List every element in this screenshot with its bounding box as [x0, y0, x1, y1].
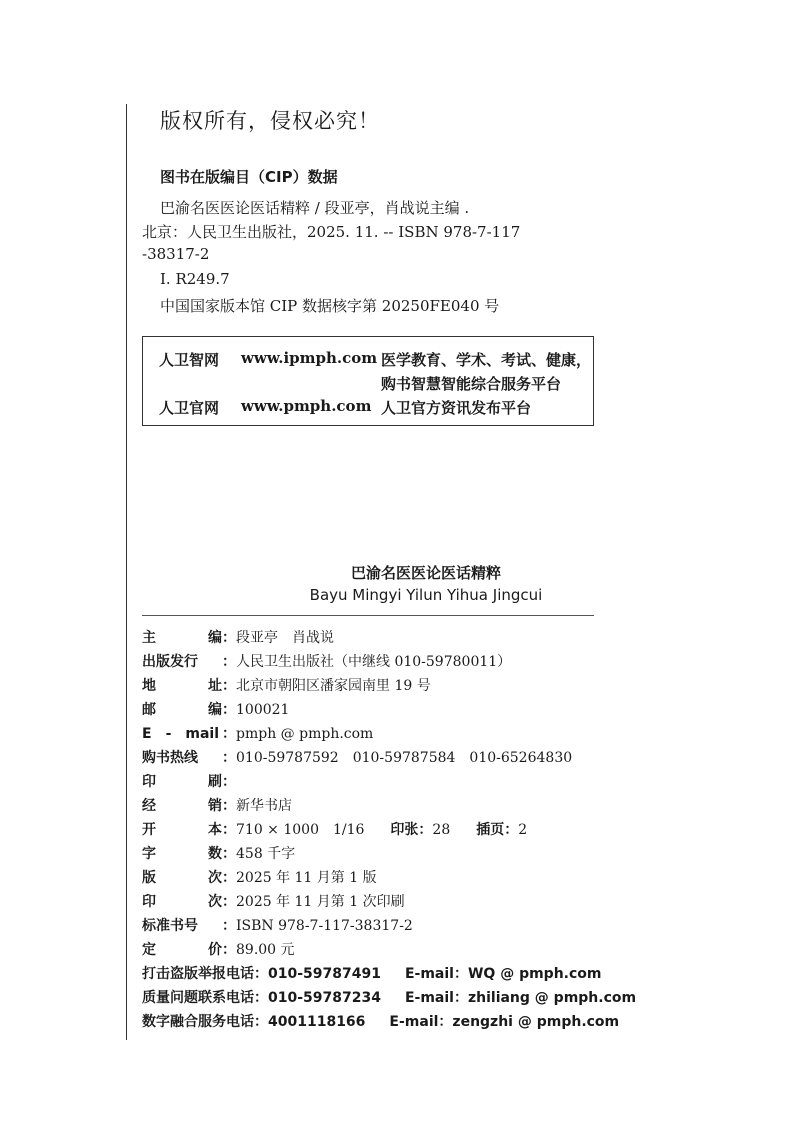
cip-title: 图书在版编目（CIP）数据 — [160, 168, 338, 186]
info-row-printing: 印 次 ： 2025 年 11 月第 1 次印刷 — [142, 890, 602, 914]
info-row-hotline: 购书热线 ： 010-59787592 010-59787584 010-65264830 — [142, 746, 602, 770]
contact-row-digital — [142, 1010, 620, 1034]
words-value: 458 千字 — [236, 846, 296, 862]
quality-phone: 010-59787234 — [268, 990, 381, 1006]
info-row-publisher: 出版发行 ： 人民卫生出版社（中继线 010-59780011） — [142, 650, 602, 674]
site-url-ipmph[interactable]: www.ipmph.com — [241, 349, 378, 367]
publisher-label: 出版发行 — [142, 654, 198, 670]
email-value[interactable]: pmph @ pmph.com — [236, 726, 374, 742]
edition-value: 2025 年 11 月第 1 版 — [236, 870, 377, 886]
info-row-address: 地 址 ： 北京市朝阳区潘家园南里 19 号 — [142, 674, 602, 698]
digital-phone: 4001118166 — [268, 1014, 366, 1030]
postcode-label: 邮 编 — [142, 702, 222, 718]
cip-line-4: Ⅰ. R249.7 — [160, 270, 230, 288]
info-row-isbn: 标准书号 ： ISBN 978-7-117-38317-2 — [142, 914, 602, 938]
piracy-email[interactable]: E-mail：WQ @ pmph.com — [404, 966, 602, 982]
quality-label: 质量问题联系电话： — [142, 990, 268, 1006]
plates-value: 2 — [518, 822, 528, 838]
contact-row-piracy — [142, 962, 602, 986]
info-row-distributor: 经 销 ： 新华书店 — [142, 794, 602, 818]
site-url-pmph[interactable]: www.pmph.com — [241, 397, 372, 415]
site-desc-ipmph-2: 购书智慧智能综合服务平台 — [381, 375, 562, 393]
info-row-words: 字 数 ： 458 千字 — [142, 842, 602, 866]
digital-label: 数字融合服务电话： — [142, 1014, 268, 1030]
isbn-value: ISBN 978-7-117-38317-2 — [236, 918, 413, 934]
printing-label: 印 次 — [142, 894, 222, 910]
cip-line-2: 北京：人民卫生出版社，2025. 11. -- ISBN 978-7-117 — [142, 223, 521, 241]
format-label: 开 本 — [142, 822, 222, 838]
price-value: 89.00 元 — [236, 942, 295, 958]
editor-label: 主 编 — [142, 630, 222, 646]
words-label: 字 数 — [142, 846, 222, 862]
distributor-label: 经 销 — [142, 798, 222, 814]
info-row-price: 定 价 ： 89.00 元 — [142, 938, 602, 962]
publisher-value: 人民卫生出版社（中继线 010-59780011） — [236, 654, 512, 670]
printing-value: 2025 年 11 月第 1 次印刷 — [236, 894, 405, 910]
editor-value: 段亚亭 肖战说 — [236, 630, 334, 646]
plates-label: 插页 — [476, 822, 505, 838]
publication-info — [142, 626, 637, 1034]
sheets-value: 28 — [432, 822, 451, 838]
site-name-pmph: 人卫官网 — [159, 399, 220, 417]
email-label: E - mail — [142, 726, 220, 742]
distributor-value: 新华书店 — [236, 798, 292, 814]
quality-email[interactable]: E-mail：zhiliang @ pmph.com — [404, 990, 637, 1006]
cip-line-3: -38317-2 — [142, 245, 210, 263]
copyright-notice: 版权所有，侵权必究！ — [160, 109, 380, 133]
info-row-postcode: 邮 编 ： 100021 — [142, 698, 602, 722]
print-label: 印 刷 — [142, 774, 222, 790]
book-title-en: Bayu Mingyi Yilun Yihua Jingcui — [309, 586, 543, 604]
format-value: 710 × 1000 1/16 — [236, 822, 365, 838]
address-label: 地 址 — [142, 678, 222, 694]
info-row-print: 印 刷 ： — [142, 770, 602, 794]
info-row-editor: 主 编 ： 段亚亭 肖战说 — [142, 626, 602, 650]
edition-label: 版 次 — [142, 870, 222, 886]
digital-email[interactable]: E-mail：zengzhi @ pmph.com — [389, 1014, 620, 1030]
cip-line-1: 巴渝名医医论医话精粹 / 段亚亭，肖战说主编 . — [160, 199, 470, 217]
info-row-edition: 版 次 ： 2025 年 11 月第 1 版 — [142, 866, 602, 890]
cip-line-5: 中国国家版本馆 CIP 数据核字第 20250FE040 号 — [160, 297, 500, 315]
website-box — [142, 336, 594, 426]
site-name-ipmph: 人卫智网 — [159, 351, 220, 369]
sheets-label: 印张 — [390, 822, 419, 838]
info-row-email: E - mail ： pmph @ pmph.com — [142, 722, 602, 746]
site-desc-pmph: 人卫官方资讯发布平台 — [381, 399, 532, 417]
address-value: 北京市朝阳区潘家园南里 19 号 — [236, 678, 431, 694]
piracy-phone: 010-59787491 — [268, 966, 381, 982]
book-title-zh: 巴渝名医医论医话精粹 — [350, 564, 501, 582]
info-row-format: 开 本 ： 710 × 1000 1/16 印张 ： 28 插页 ： 2 — [142, 818, 602, 842]
contact-row-quality — [142, 986, 637, 1010]
postcode-value: 100021 — [236, 702, 290, 718]
isbn-label: 标准书号 — [142, 918, 198, 934]
site-desc-ipmph: 医学教育、学术、考试、健康， — [381, 351, 592, 369]
price-label: 定 价 — [142, 942, 222, 958]
hotline-label: 购书热线 — [142, 750, 198, 766]
hotline-value: 010-59787592 010-59787584 010-65264830 — [236, 750, 573, 766]
divider — [142, 615, 594, 616]
piracy-label: 打击盗版举报电话： — [142, 966, 268, 982]
